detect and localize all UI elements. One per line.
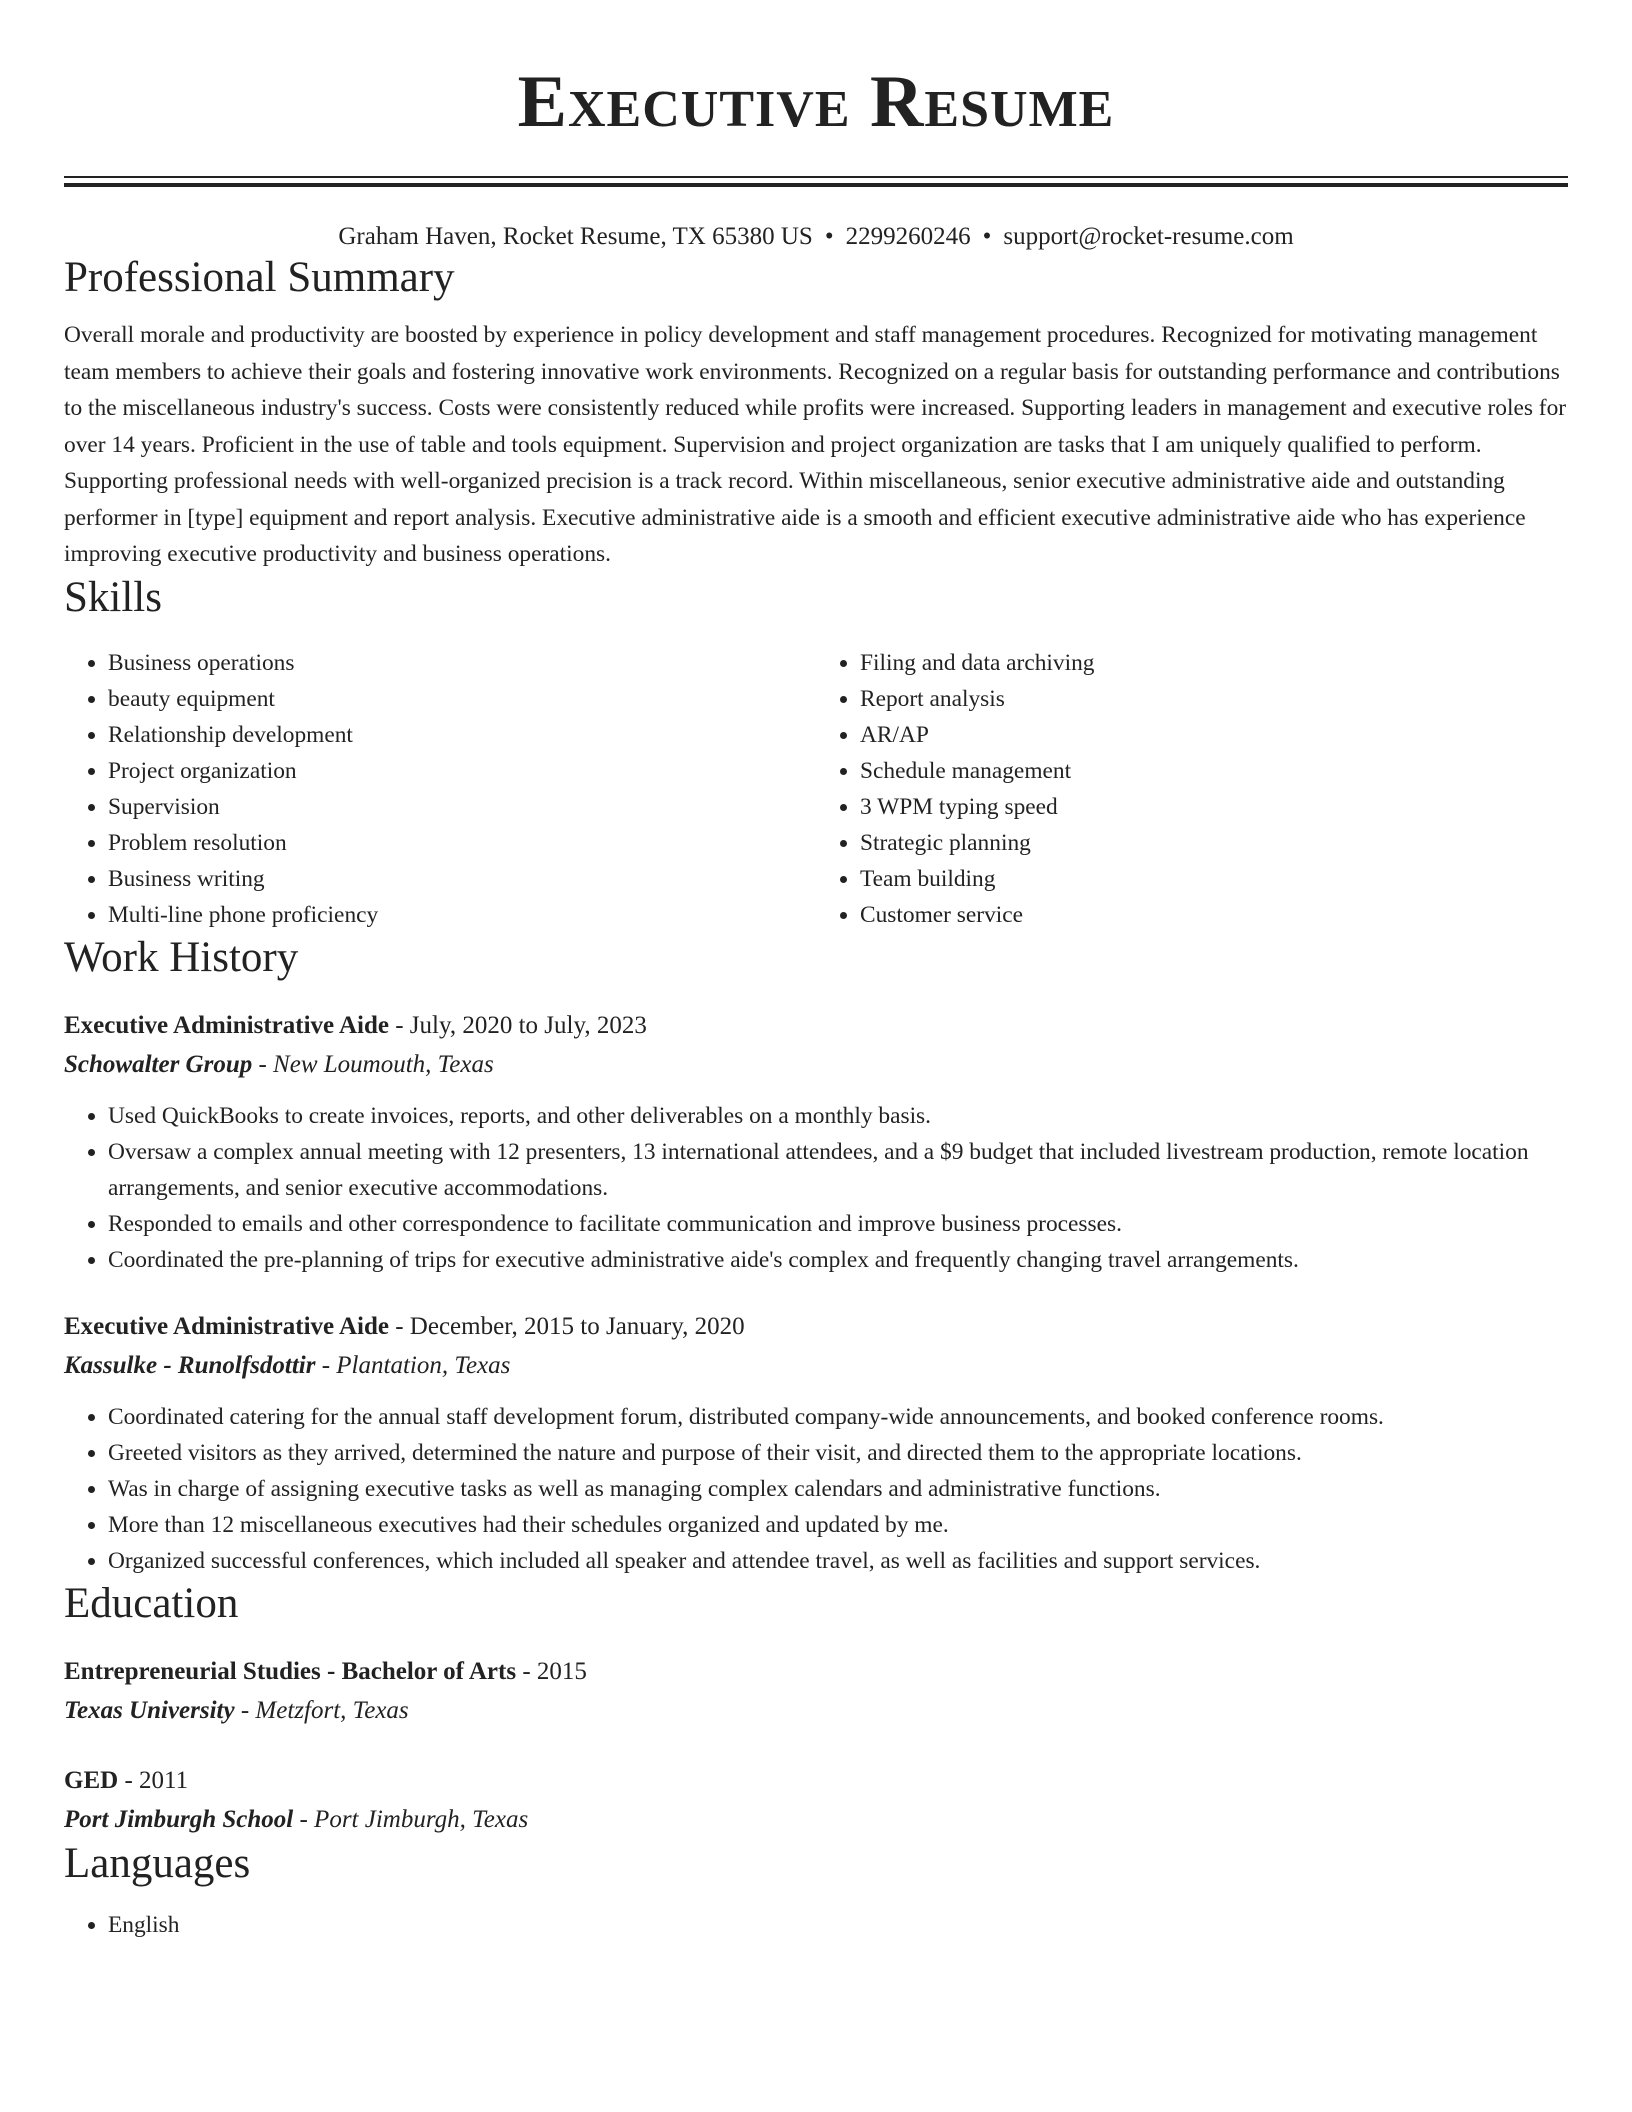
job-entry [64, 1007, 1568, 1278]
languages-heading: Languages [64, 1839, 251, 1887]
work-history-heading: Work History [64, 933, 299, 981]
job-duties-list [64, 1399, 1568, 1579]
job-title-line [64, 1007, 1568, 1045]
job-duty: • Was in charge of assigning executive tasks as well as managing complex calendars and administrative functions. [108, 1471, 1568, 1507]
education-degree: Entrepreneurial Studies - Bachelor of Arts [64, 1657, 517, 1685]
education-year: - 2011 [118, 1766, 189, 1794]
skill-item: • Project organization [108, 753, 816, 789]
job-dates: - July, 2020 to July, 2023 [388, 1011, 647, 1039]
skill-item: • Problem resolution [108, 825, 816, 861]
contact-address: Graham Haven, Rocket Resume, TX 65380 US [338, 223, 813, 250]
education-school: Texas University [64, 1696, 235, 1724]
job-duty: • Oversaw a complex annual meeting with 12 presenters, 13 international attendees, and a $9 budget that included livestream production, remote location arrangements, and senior executive accommodations. [108, 1134, 1568, 1206]
skill-item: • Relationship development [108, 717, 816, 753]
skill-item: • Multi-line phone proficiency [108, 897, 816, 933]
education-school-line [64, 1691, 1568, 1730]
contact-separator: • [982, 223, 992, 250]
job-company-line [64, 1045, 1568, 1084]
summary-text: Overall morale and productivity are boosted by experience in policy development and staff management procedures. Recognized for motivating management team members to achieve their goals and fostering innovative work environments. Recognized on a regular basis for outstanding performance and contributions to the miscellaneous industry's success. Costs were consistently reduced while profits were increased. Supporting leaders in management and executive roles for over 14 years. Proficient in the use of table and tools equipment. Supervision and project organization are tasks that I am uniquely qualified to perform. Supporting professional needs with well-organized precision is a track record. Within miscellaneous, senior executive administrative aide and outstanding performer in [type] equipment and report analysis. Executive administrative aide is a smooth and efficient executive administrative aide who has experience improving executive productivity and business operations. [64, 322, 1567, 567]
contact-line [64, 221, 1568, 253]
skills-left-list [64, 645, 816, 933]
skill-item: • Supervision [108, 789, 816, 825]
skill-item: • 3 WPM typing speed [860, 789, 1568, 825]
skill-item: • Strategic planning [860, 825, 1568, 861]
job-entry [64, 1308, 1568, 1579]
skill-item: • Customer service [860, 897, 1568, 933]
job-title: Executive Administrative Aide [64, 1312, 389, 1340]
education-entry [64, 1653, 1568, 1730]
skills-right-list [816, 645, 1568, 933]
contact-email: support@rocket-resume.com [1003, 223, 1294, 250]
job-duty: • Organized successful conferences, which included all speaker and attendee travel, as well as facilities and support services. [108, 1543, 1568, 1579]
education-entry [64, 1762, 1568, 1839]
job-duty: • Greeted visitors as they arrived, determined the nature and purpose of their visit, and directed them to the appropriate locations. [108, 1435, 1568, 1471]
job-title: Executive Administrative Aide [64, 1011, 389, 1039]
skill-item: • Business operations [108, 645, 816, 681]
education-school: Port Jimburgh School [64, 1805, 294, 1833]
contact-separator: • [824, 223, 834, 250]
languages-list [64, 1907, 1568, 1943]
education-degree-line [64, 1653, 1568, 1691]
summary-heading: Professional Summary [64, 254, 455, 301]
job-duty: • Coordinated the pre-planning of trips for executive administrative aide's complex and frequently changing travel arrangements. [108, 1242, 1568, 1278]
skill-item: • Team building [860, 861, 1568, 897]
contact-phone: 2299260246 [845, 223, 971, 250]
education-school-line [64, 1800, 1568, 1839]
education-heading: Education [64, 1579, 239, 1627]
education-degree: GED [64, 1766, 119, 1794]
job-dates: - December, 2015 to January, 2020 [388, 1312, 745, 1340]
skills-columns [64, 645, 1568, 933]
resume-title: Executive Resume [517, 61, 1115, 143]
job-duty: • Responded to emails and other correspondence to facilitate communication and improve business processes. [108, 1206, 1568, 1242]
skill-item: • Filing and data archiving [860, 645, 1568, 681]
job-duty: • Coordinated catering for the annual staff development forum, distributed company-wide announcements, and booked conference rooms. [108, 1399, 1568, 1435]
job-location: - Plantation, Texas [315, 1351, 511, 1379]
education-location: - Port Jimburgh, Texas [293, 1805, 529, 1833]
skills-heading: Skills [64, 573, 162, 621]
job-title-line [64, 1308, 1568, 1346]
title-double-rule [64, 176, 1568, 187]
education-degree-line [64, 1762, 1568, 1800]
job-location: - New Loumouth, Texas [252, 1050, 494, 1078]
skill-item: • Report analysis [860, 681, 1568, 717]
job-duty: • Used QuickBooks to create invoices, reports, and other deliverables on a monthly basis. [108, 1098, 1568, 1134]
education-location: - Metzfort, Texas [234, 1696, 409, 1724]
skill-item: • Business writing [108, 861, 816, 897]
education-year: - 2015 [516, 1657, 587, 1685]
skill-item: • beauty equipment [108, 681, 816, 717]
job-company: Schowalter Group [64, 1050, 253, 1078]
skill-item: • AR/AP [860, 717, 1568, 753]
job-company: Kassulke - Runolfsdottir [64, 1351, 316, 1379]
job-company-line [64, 1346, 1568, 1385]
language-item: • English [108, 1907, 1568, 1943]
job-duty: • More than 12 miscellaneous executives had their schedules organized and updated by me. [108, 1507, 1568, 1543]
job-duties-list [64, 1098, 1568, 1278]
skill-item: • Schedule management [860, 753, 1568, 789]
